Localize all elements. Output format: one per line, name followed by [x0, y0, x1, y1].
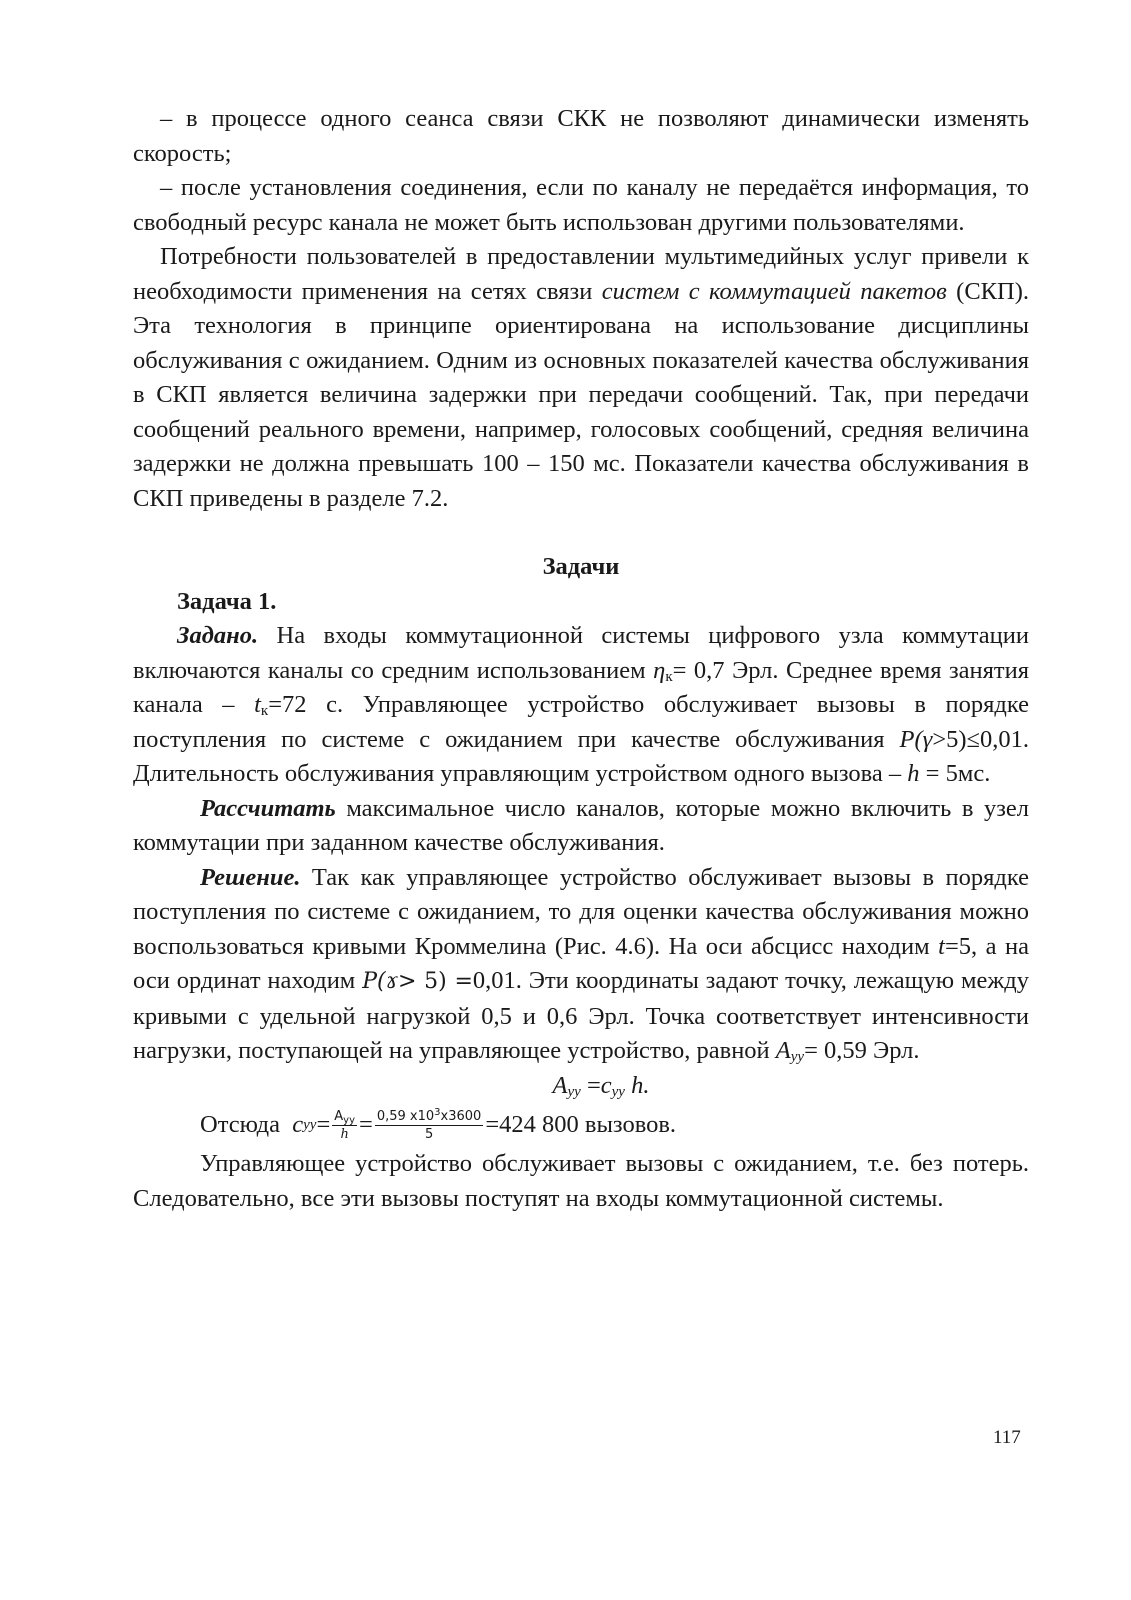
fraction-numeric	[375, 1108, 483, 1143]
a-variable: A	[775, 1037, 791, 1064]
formula2-equals: =	[316, 1110, 331, 1138]
solution-text: = 0,59 Эрл.	[804, 1037, 920, 1064]
italic-term: систем с коммутацией пакетов	[601, 277, 947, 305]
solution-text: 0,01. Эти координаты задают точку, лежащую между кривыми с удельной нагрузкой 0,5 и 0,6 Эрл. Точка соответствует интенсивности нагрузки, поступающей на управляющее устройство, равной	[133, 967, 1029, 1064]
paragraph-text: (СКП). Эта технология в принципе ориентирована на использование дисциплины обслуживания с ожиданием. Одним из основных показателей качества обслуживания в СКП является величина задержки при передачи сообщений. Так, при передачи сообщений реального времени, например, голосовых сообщений, средняя величина задержки не должна превышать 100 – 150 мс. Показатели качества обслуживания в СКП приведены в разделе 7.2.	[133, 277, 1029, 512]
formula-calls	[133, 1103, 1029, 1147]
numeric-numerator-a: 0,59 x10	[376, 1108, 435, 1124]
h-symbol: h	[907, 760, 920, 787]
fraction-numerator	[332, 1108, 357, 1126]
formula2-result: =424 800 вызовов.	[485, 1110, 677, 1138]
formula2-c: c	[292, 1110, 304, 1138]
task-calculate	[133, 792, 1029, 861]
formula2-c-subscript: уу	[303, 1117, 317, 1133]
solution-text: =5, а на оси ординат находим	[133, 932, 1029, 994]
given-text: = 0,7 Эрл. Среднее время занятия канала –	[133, 656, 1029, 718]
formula-h: h.	[624, 1071, 650, 1099]
calculate-text: максимальное число каналов, которые можно включить в узел коммутации при заданном качестве обслуживания.	[133, 794, 1029, 856]
solution-text: Так как управляющее устройство обслуживает вызовы в порядке поступления по системе с ожиданием, то для оценки качества обслуживания можно воспользоваться кривыми Кроммелина (Рис. 4.6). На оси абсцисс находим	[133, 863, 1029, 960]
t-subscript: к	[260, 703, 269, 719]
fraction-numeric-numerator	[375, 1108, 483, 1126]
t-symbol: t	[254, 691, 261, 718]
paragraph-bullet-2-text: – после установления соединения, если по каналу не передаётся информация, то свободный ресурс канала не может быть использован другими пользователями.	[133, 174, 1029, 236]
formula-c-subscript: уу	[611, 1083, 625, 1100]
formula-prefix: Отсюда	[200, 1110, 293, 1138]
page-number: 117	[993, 1427, 1021, 1448]
section-heading: Задачи	[542, 553, 620, 580]
probability-expression-tail: > 5) =	[397, 969, 473, 994]
t-variable: t	[938, 932, 945, 960]
formula2-equals-2: =	[359, 1110, 373, 1138]
probability-expression: P(ɤ	[362, 969, 398, 994]
numeric-exponent: 3	[434, 1106, 441, 1118]
final-paragraph: Управляющее устройство обслуживает вызовы с ожиданием, т.е. без потерь. Следовательно, все эти вызовы поступят на входы коммутационной системы.	[133, 1150, 1029, 1212]
paragraph-bullet-1-text: – в процессе одного сеанса связи СКК не позволяют динамически изменять скорость;	[133, 105, 1029, 167]
fraction-denominator	[340, 1126, 348, 1143]
formula-equals: =	[580, 1071, 601, 1099]
formula-a: A	[552, 1071, 568, 1099]
fraction-numeric-denominator: 5	[424, 1126, 434, 1142]
formula-c: c	[600, 1071, 612, 1099]
paragraph-bullet-1	[133, 102, 1029, 171]
eta-subscript: к	[665, 668, 673, 685]
fraction-a-over-h	[332, 1108, 357, 1143]
formula-a-subscript: уу	[567, 1083, 581, 1100]
paragraph-packet-switching	[133, 240, 1029, 516]
formula-load	[133, 1069, 1029, 1104]
calculate-label: Рассчитать	[200, 794, 336, 822]
given-label: Задано.	[177, 622, 259, 649]
numeric-numerator-b: x3600	[440, 1108, 482, 1124]
paragraph-text: Потребности пользователей в предоставлении мультимедийных услуг привели к необходимости применения на сетях связи	[133, 243, 1029, 305]
given-text: На входы коммутационной системы цифрового узла коммутации включаются каналы со средним использованием	[133, 622, 1029, 684]
given-text: = 5мс.	[919, 760, 991, 787]
page-content	[133, 102, 1029, 1216]
solution-label: Решение.	[200, 863, 301, 891]
task-given	[133, 619, 1029, 792]
numerator-a: A	[334, 1108, 344, 1124]
p-gamma-symbol: P(γ	[899, 725, 933, 753]
task-title: Задача 1.	[177, 587, 277, 615]
numerator-subscript: уу	[343, 1114, 356, 1126]
given-text: >5)≤0,01. Длительность обслуживания управляющим устройством одного вызова –	[133, 725, 1029, 787]
paragraph-bullet-2	[133, 171, 1029, 240]
eta-symbol: η	[653, 656, 666, 684]
a-subscript: уу	[790, 1049, 805, 1065]
task-solution	[133, 861, 1029, 1069]
given-text: =72 с. Управляющее устройство обслуживает вызовы в порядке поступления по системе с ожиданием при качестве обслуживания	[133, 691, 1029, 753]
denominator-h: h	[340, 1126, 349, 1142]
